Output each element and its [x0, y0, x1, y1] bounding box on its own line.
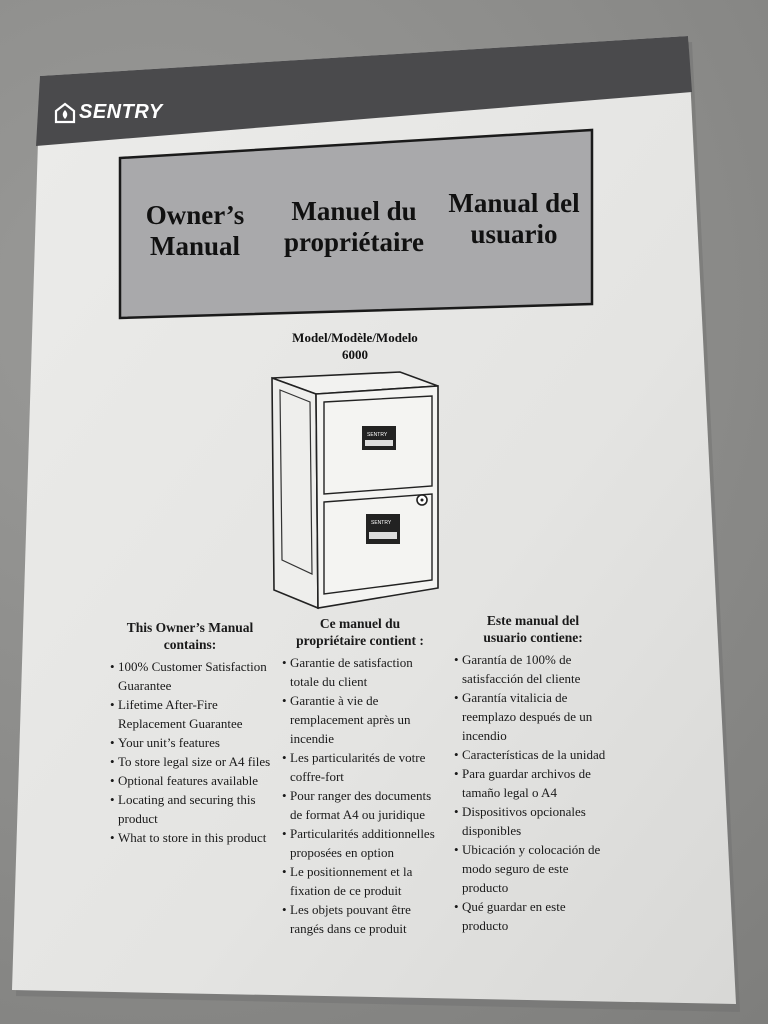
title-french: [272, 196, 436, 258]
brand-name: SENTRY: [79, 101, 163, 123]
list-item: • What to store in this product: [108, 828, 272, 847]
column-french: [280, 615, 440, 938]
column-spanish: [452, 612, 614, 935]
list-item: • Ubicación y colocación de modo seguro de este producto: [452, 840, 614, 897]
list-item: • Les objets pouvant être rangés dans ce produit: [280, 900, 440, 938]
column-spanish-list: [452, 650, 614, 935]
list-item: • Locating and securing this product: [108, 790, 272, 828]
sentry-logo: [54, 101, 163, 124]
file-cabinet-illustration: [266, 368, 446, 612]
title-french-line-2: propriétaire: [284, 227, 424, 257]
list-item: • Qué guardar en este producto: [452, 897, 614, 935]
list-item: • Particularités additionnelles proposées en option: [280, 824, 440, 862]
list-item: • Lifetime After-Fire Replacement Guarantee: [108, 695, 272, 733]
title-spanish: [440, 188, 588, 250]
column-english-list: [108, 657, 272, 847]
list-item: • 100% Customer Satisfaction Guarantee: [108, 657, 272, 695]
list-item: • Para guardar archivos de tamaño legal o A4: [452, 764, 614, 802]
list-item: • Características de la unidad: [452, 745, 614, 764]
flame-house-icon: [54, 102, 76, 124]
list-item: • Optional features available: [108, 771, 272, 790]
list-item: • Le positionnement et la fixation de ce produit: [280, 862, 440, 900]
column-english: [108, 619, 272, 847]
model-label: Model/Modèle/Modelo: [292, 330, 418, 345]
column-french-list: [280, 653, 440, 938]
model-number: 6000: [342, 347, 368, 362]
list-item: • Dispositivos opcionales disponibles: [452, 802, 614, 840]
svg-text:SENTRY: SENTRY: [367, 432, 388, 438]
column-english-heading: This Owner’s Manual contains:: [126, 620, 254, 652]
list-item: • Les particularités de votre coffre-fort: [280, 748, 440, 786]
title-english: [130, 200, 260, 262]
title-english-line-2: Manual: [149, 231, 241, 261]
list-item: • Garantie de satisfaction totale du client: [280, 653, 440, 691]
list-item: • Garantía vitalicia de reemplazo después de un incendio: [452, 688, 614, 745]
title-spanish-line-1: Manual del: [448, 188, 580, 218]
svg-text:SENTRY: SENTRY: [371, 520, 392, 526]
column-spanish-heading: Este manual del usuario contiene:: [483, 613, 583, 645]
list-item: • Garantie à vie de remplacement après un incendie: [280, 691, 440, 748]
column-french-heading: Ce manuel du propriétaire contient :: [296, 616, 424, 648]
title-english-line-1: Owner’s: [145, 200, 245, 230]
list-item: • To store legal size or A4 files: [108, 752, 272, 771]
list-item: • Your unit’s features: [108, 733, 272, 752]
list-item: • Pour ranger des documents de format A4 ou juridique: [280, 786, 440, 824]
title-spanish-line-2: usuario: [470, 219, 558, 249]
list-item: • Garantía de 100% de satisfacción del cliente: [452, 650, 614, 688]
model-label-block: [270, 329, 440, 363]
title-french-line-1: Manuel du: [291, 196, 417, 226]
